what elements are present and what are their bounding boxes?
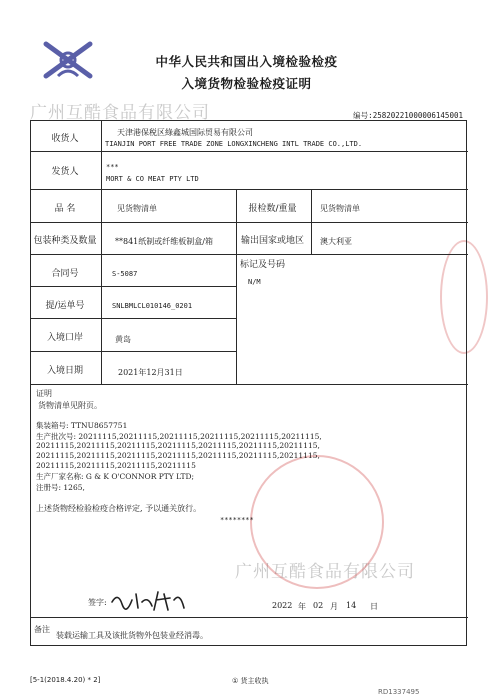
entry-port-label: 入境口岸 (46, 333, 83, 343)
sign-year: 2022 (272, 601, 293, 610)
contract-no-label: 合同号 (51, 269, 79, 279)
sign-month-unit: 月 (330, 602, 338, 611)
signature-label: 签字: (88, 598, 107, 607)
packing-label: 包装种类及数量 (33, 236, 97, 246)
certificate-title: 入境货物检验检疫证明 (181, 76, 312, 91)
consignee-label: 收货人 (51, 134, 79, 144)
entry-date-label: 入境日期 (46, 366, 83, 376)
serial-number: RD1337495 (378, 688, 420, 696)
sign-day-unit: 日 (370, 602, 378, 611)
sign-year-unit: 年 (298, 602, 306, 611)
batch-line: 20211115,20211115,20211115,20211115,20211115,20211115,20211115, (36, 451, 320, 460)
watermark-top: 广州互酷食品有限公司 (30, 103, 210, 123)
marks-value: N/M (248, 278, 261, 286)
weight-label: 报检数/重量 (248, 204, 297, 214)
conclusion-stars: ******** (220, 516, 254, 524)
batch-line: 20211115,20211115,20211115,20211115 (36, 461, 196, 470)
marks-label: 标记及号码 (240, 260, 286, 270)
packing-value: **841纸制或纤维板制盒/箱 (115, 237, 213, 246)
entry-port-value: 黄岛 (115, 335, 131, 344)
remark-text: 装载运输工具及该批货物外包装业经消毒。 (56, 631, 208, 640)
agency-title: 中华人民共和国出入境检验检疫 (155, 54, 338, 69)
bill-of-lading-label: 提/运单号 (45, 301, 85, 311)
cert-no-value: 25820221000006145001 (372, 111, 463, 120)
goods-name-value: 见货物清单 (117, 204, 157, 213)
certificate-table (30, 120, 467, 646)
sign-month: 02 (313, 601, 324, 610)
container-number: 集装箱号: TTNU8657751 (36, 421, 128, 430)
form-code: [5-1(2018.4.20) * 2] (30, 676, 101, 684)
origin-country-value: 澳大利亚 (320, 237, 352, 246)
entry-date-value: 2021年12月31日 (118, 368, 183, 377)
watermark-bottom: 广州互酷食品有限公司 (235, 562, 415, 582)
manufacturer-name: 生产厂家名称: G & K O'CONNOR PTY LTD; (36, 472, 195, 481)
copy-designation: ① 货主收执 (232, 677, 269, 685)
consignor-stars: *** (106, 163, 119, 171)
sign-day: 14 (346, 601, 357, 610)
consignor-name: MORT & CO MEAT PTY LTD (106, 175, 199, 183)
cert-no-label: 编号 (353, 111, 369, 120)
handwritten-signature (108, 588, 188, 614)
bill-of-lading-value: SNLBMLCL010146_0201 (112, 302, 193, 310)
consignee-name-en: TIANJIN PORT FREE TRADE ZONE LONGXINCHENG INTL TRADE CO.,LTD. (105, 140, 363, 148)
consignee-name-cn: 天津港保税区綠鑫城国际贸易有限公司 (117, 128, 253, 137)
clearance-conclusion: 上述货物经检验检疫合格评定, 予以通关放行。 (36, 504, 202, 513)
proof-goods-list-note: 货物清单见附页。 (38, 401, 102, 410)
batch-line: 20211115,20211115,20211115,20211115,20211115,20211115,20211115, (36, 441, 320, 450)
proof-title: 证明 (36, 389, 52, 398)
registration-number: 注册号: 1265, (36, 483, 85, 492)
remark-label: 备注 (34, 625, 50, 634)
contract-no-value: S-5087 (112, 270, 138, 278)
weight-value: 见货物清单 (320, 204, 360, 213)
goods-name-label: 品 名 (54, 204, 76, 214)
certificate-number: 编号:25820221000006145001 (353, 111, 463, 120)
consignor-label: 发货人 (51, 167, 79, 177)
origin-country-label: 输出国家或地区 (240, 236, 304, 246)
batch-line: 生产批次号: 20211115,20211115,20211115,20211115,20211115,20211115, (36, 432, 322, 441)
